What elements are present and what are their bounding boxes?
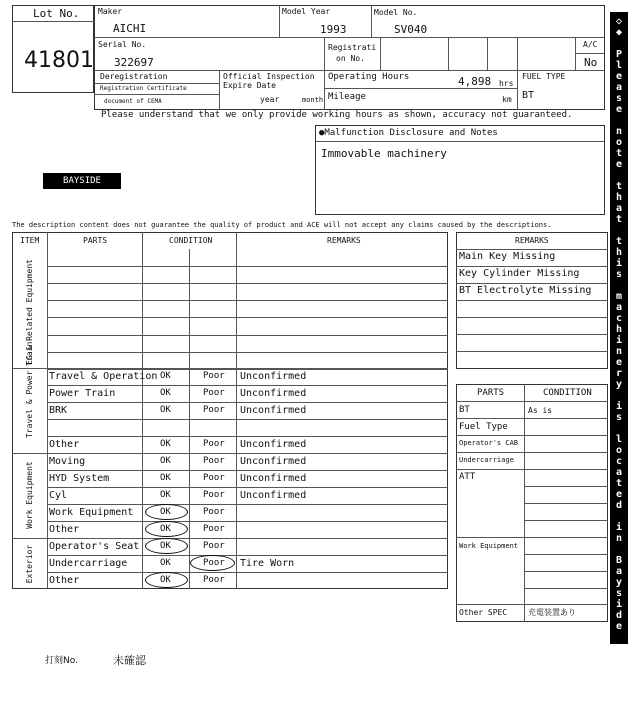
group-work-label: Work Equipment	[25, 461, 34, 529]
condition-poor: Poor	[203, 439, 225, 449]
inspection-label-2: Expire Date	[223, 81, 276, 90]
group-exterior-label: Exterior	[25, 544, 34, 584]
remark-item: Main Key Missing	[459, 251, 556, 262]
parts-operators-cab: Operator's CAB	[459, 439, 519, 447]
cema-label: document of CEMA	[104, 98, 162, 105]
parts-work-equipment: Work Equipment	[459, 542, 519, 550]
remark-item: Key Cylinder Missing	[459, 268, 580, 279]
condition-ok: OK	[160, 524, 171, 534]
condition-ok: OK	[160, 507, 171, 517]
part-name: Other	[49, 524, 80, 535]
month-label: month	[302, 96, 324, 104]
location-badge	[43, 173, 121, 189]
condition-poor: Poor	[203, 507, 225, 517]
part-name: Power Train	[49, 388, 116, 399]
col-remarks: REMARKS	[327, 236, 361, 245]
remark-text: Unconfirmed	[240, 405, 307, 416]
condition-ok: OK	[160, 473, 171, 483]
remark-text: Unconfirmed	[240, 490, 307, 501]
circle-ok-operator-seat	[145, 538, 188, 554]
condition-ok: OK	[160, 490, 171, 500]
remarks-header: REMARKS	[515, 236, 549, 245]
col-condition: CONDITION	[169, 236, 213, 245]
model-no-value: SV040	[394, 23, 428, 36]
fuel-type-label: FUEL TYPE	[522, 72, 566, 81]
condition-poor: Poor	[203, 541, 225, 551]
remark-text: Unconfirmed	[240, 473, 307, 484]
circle-ok-work-equipment	[145, 504, 188, 520]
circle-ok-work-other	[145, 521, 188, 537]
condition-ok: OK	[160, 439, 171, 449]
side-banner-text: ◇ ◆ P l e a s e n o t e t h a t t h i s m a c h i n e r y i s l o c a t e d i n B a y s i d e Y a r d ◆ ◇	[615, 16, 623, 720]
condition-ok: OK	[160, 388, 171, 398]
lot-label: Lot No.	[33, 7, 80, 20]
malfunction-title: ●Malfunction Disclosure and Notes	[319, 128, 498, 138]
lot-number: 41801	[24, 48, 94, 73]
part-name: Other	[49, 575, 80, 586]
ac-value: No	[584, 56, 598, 69]
condition-ok: OK	[160, 405, 171, 415]
parts-undercarriage: Undercarriage	[459, 456, 514, 464]
condition-ok: OK	[160, 541, 171, 551]
hrs-unit: hrs	[499, 79, 514, 88]
registration-label-2: on No.	[336, 54, 365, 63]
maker-value: AICHI	[113, 22, 147, 35]
remark-text: Unconfirmed	[240, 371, 307, 382]
maker-label: Maker	[98, 7, 123, 16]
op-hours-label: Operating Hours	[328, 72, 410, 82]
parts-col-parts: PARTS	[477, 388, 505, 398]
condition-poor: Poor	[203, 371, 225, 381]
condition-poor: Poor	[203, 405, 225, 415]
malfunction-text: Immovable machinery	[321, 147, 447, 160]
reg-cert-label: Registration Certificate	[100, 85, 187, 92]
col-parts: PARTS	[83, 236, 108, 245]
parts-other-spec: Other SPEC	[459, 608, 508, 617]
col-item: ITEM	[20, 236, 40, 245]
deregistration-label: Deregistration	[100, 72, 168, 81]
year-label: year	[260, 95, 280, 104]
op-hours-value: 4,898	[458, 75, 492, 88]
parts-col-condition: CONDITION	[543, 388, 592, 398]
condition-poor: Poor	[203, 456, 225, 466]
parts-att: ATT	[459, 472, 476, 482]
condition-poor: Poor	[203, 524, 225, 534]
part-name: Travel & Operation	[49, 371, 158, 382]
stamp-value: 未確認	[113, 654, 146, 667]
part-name: HYD System	[49, 473, 110, 484]
circle-ok-exterior-other	[145, 572, 188, 588]
remark-text: Unconfirmed	[240, 388, 307, 399]
part-name: Moving	[49, 456, 86, 467]
condition-ok: OK	[160, 456, 171, 466]
parts-bt: BT	[459, 405, 470, 415]
condition-ok: OK	[160, 558, 171, 568]
side-banner	[610, 12, 628, 720]
ac-label: A/C	[583, 40, 598, 49]
group-eg-label: EG & Related Equipment	[25, 259, 34, 365]
malfunction-box	[315, 125, 605, 215]
part-name: Work Equipment	[49, 507, 134, 518]
serial-value: 322697	[114, 56, 154, 69]
part-name: BRK	[49, 405, 68, 416]
registration-label: Registrati	[328, 43, 377, 52]
parts-bt-condition: As is	[528, 406, 553, 415]
parts-other-spec-value: 充電装置あり	[528, 608, 576, 617]
fuel-type-value: BT	[522, 90, 535, 101]
condition-table	[12, 232, 448, 589]
disclaimer: The description content does not guarantee the quality of product and ACE will not accept any claims caused by the descriptions.	[12, 221, 552, 229]
model-year-value: 1993	[320, 23, 347, 36]
remark-item: BT Electrolyte Missing	[459, 285, 592, 296]
remark-text: Unconfirmed	[240, 439, 307, 450]
part-name: Undercarriage	[49, 558, 128, 569]
parts-fuel-type: Fuel Type	[459, 422, 508, 432]
circle-poor-undercarriage	[190, 555, 235, 571]
condition-ok: OK	[160, 575, 171, 585]
location-badge-text: BAYSIDE	[63, 176, 101, 186]
stamp-label: 打刻No.	[45, 656, 78, 666]
inspection-label: Official Inspection	[223, 72, 315, 81]
model-no-label: Model No.	[374, 8, 418, 17]
remark-text: Unconfirmed	[240, 456, 307, 467]
group-travel-label: Travel & Power Train	[25, 341, 34, 438]
part-name: Cyl	[49, 490, 68, 501]
condition-ok: OK	[160, 371, 171, 381]
remark-text: Tire Worn	[240, 558, 295, 569]
condition-poor: Poor	[203, 558, 225, 568]
model-year-label: Model Year	[282, 7, 331, 16]
km-unit: km	[502, 95, 512, 104]
condition-poor: Poor	[203, 575, 225, 585]
serial-label: Serial No.	[98, 40, 147, 49]
part-name: Operator's Seat	[49, 541, 140, 552]
part-name: Other	[49, 439, 80, 450]
condition-poor: Poor	[203, 473, 225, 483]
mileage-label: Mileage	[328, 92, 366, 102]
condition-poor: Poor	[203, 388, 225, 398]
working-hours-notice: Please understand that we only provide working hours as shown, accuracy not guaranteed.	[101, 110, 573, 120]
condition-poor: Poor	[203, 490, 225, 500]
